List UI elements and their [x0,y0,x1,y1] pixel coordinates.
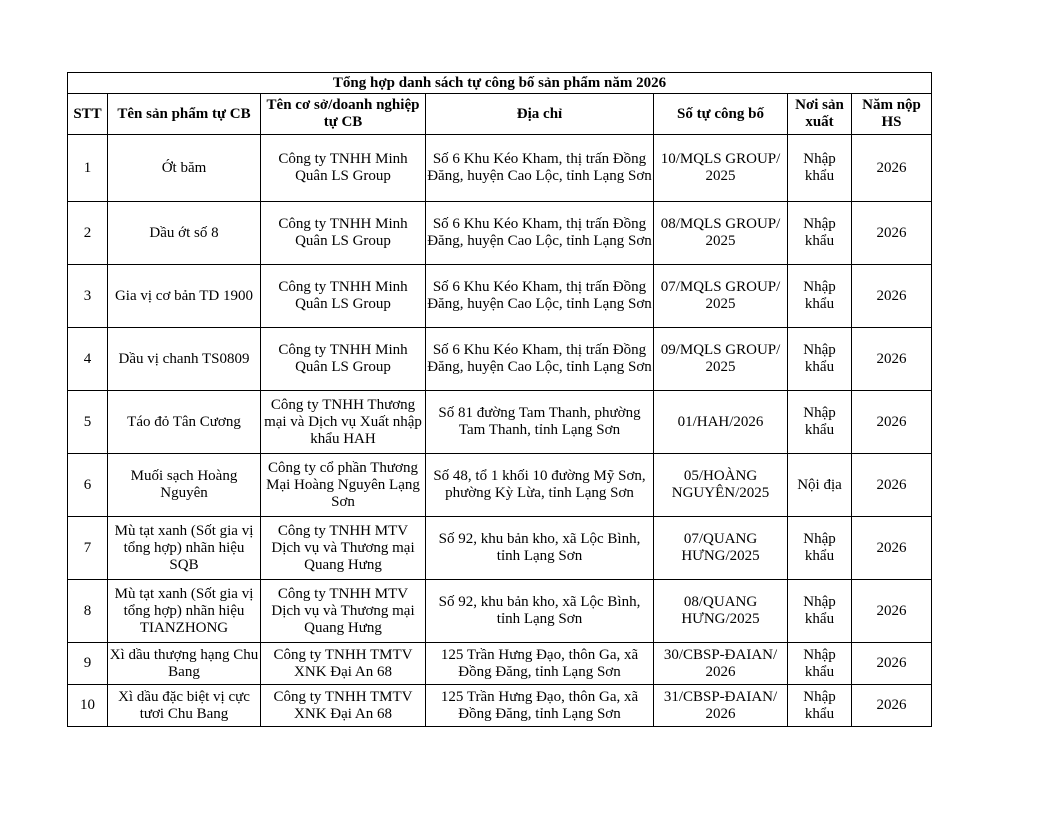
cell-address: Số 92, khu bản kho, xã Lộc Bình, tỉnh Lạng Sơn [426,517,654,580]
cell-product: Mù tạt xanh (Sốt gia vị tổng hợp) nhãn hiệu TIANZHONG [108,580,261,643]
cell-address: Số 6 Khu Kéo Kham, thị trấn Đồng Đăng, huyện Cao Lộc, tỉnh Lạng Sơn [426,328,654,391]
cell-origin: Nhập khẩu [788,643,852,685]
cell-year: 2026 [852,580,932,643]
header-product: Tên sản phẩm tự CB [108,94,261,135]
cell-product: Gia vị cơ bản TD 1900 [108,265,261,328]
cell-origin: Nội địa [788,454,852,517]
table-row [68,685,932,727]
table-title: Tổng hợp danh sách tự công bố sản phẩm năm 2026 [68,73,932,94]
cell-company: Công ty TNHH MTV Dịch vụ và Thương mại Quang Hưng [261,580,426,643]
cell-product: Dầu ớt số 8 [108,202,261,265]
cell-company: Công ty TNHH Minh Quân LS Group [261,328,426,391]
table-row [68,454,932,517]
cell-address: 125 Trần Hưng Đạo, thôn Ga, xã Đồng Đăng, tỉnh Lạng Sơn [426,643,654,685]
cell-company: Công ty TNHH Minh Quân LS Group [261,202,426,265]
cell-number: 30/CBSP-ĐAIAN/ 2026 [654,643,788,685]
cell-origin: Nhập khẩu [788,328,852,391]
cell-product: Táo đỏ Tân Cương [108,391,261,454]
cell-stt: 9 [68,643,108,685]
cell-company: Công ty cổ phần Thương Mại Hoàng Nguyên Lạng Sơn [261,454,426,517]
cell-stt: 2 [68,202,108,265]
cell-year: 2026 [852,643,932,685]
table-row [68,135,932,202]
cell-stt: 4 [68,328,108,391]
cell-year: 2026 [852,685,932,727]
cell-company: Công ty TNHH Minh Quân LS Group [261,265,426,328]
cell-stt: 5 [68,391,108,454]
product-declaration-table [67,72,932,727]
cell-product: Ớt băm [108,135,261,202]
header-origin: Nơi sản xuất [788,94,852,135]
cell-origin: Nhập khẩu [788,135,852,202]
cell-company: Công ty TNHH MTV Dịch vụ và Thương mại Quang Hưng [261,517,426,580]
cell-stt: 3 [68,265,108,328]
header-year: Năm nộp HS [852,94,932,135]
cell-origin: Nhập khẩu [788,580,852,643]
cell-year: 2026 [852,202,932,265]
cell-year: 2026 [852,517,932,580]
cell-year: 2026 [852,265,932,328]
table-row [68,265,932,328]
table-row [68,202,932,265]
cell-address: Số 6 Khu Kéo Kham, thị trấn Đồng Đăng, huyện Cao Lộc, tỉnh Lạng Sơn [426,265,654,328]
cell-number: 08/MQLS GROUP/ 2025 [654,202,788,265]
cell-year: 2026 [852,135,932,202]
cell-origin: Nhập khẩu [788,391,852,454]
cell-stt: 6 [68,454,108,517]
table-row [68,328,932,391]
cell-address: Số 48, tổ 1 khối 10 đường Mỹ Sơn, phường Kỳ Lừa, tỉnh Lạng Sơn [426,454,654,517]
cell-number: 31/CBSP-ĐAIAN/ 2026 [654,685,788,727]
cell-year: 2026 [852,391,932,454]
cell-address: Số 6 Khu Kéo Kham, thị trấn Đồng Đăng, huyện Cao Lộc, tỉnh Lạng Sơn [426,202,654,265]
cell-product: Muối sạch Hoàng Nguyên [108,454,261,517]
cell-number: 05/HOÀNG NGUYÊN/2025 [654,454,788,517]
cell-origin: Nhập khẩu [788,517,852,580]
cell-stt: 10 [68,685,108,727]
cell-product: Dầu vị chanh TS0809 [108,328,261,391]
table-row [68,643,932,685]
cell-number: 10/MQLS GROUP/ 2025 [654,135,788,202]
cell-company: Công ty TNHH Minh Quân LS Group [261,135,426,202]
cell-address: 125 Trần Hưng Đạo, thôn Ga, xã Đồng Đăng, tỉnh Lạng Sơn [426,685,654,727]
cell-number: 08/QUANG HƯNG/2025 [654,580,788,643]
cell-year: 2026 [852,328,932,391]
cell-stt: 8 [68,580,108,643]
cell-address: Số 92, khu bản kho, xã Lộc Bình, tỉnh Lạng Sơn [426,580,654,643]
cell-number: 07/MQLS GROUP/ 2025 [654,265,788,328]
cell-company: Công ty TNHH TMTV XNK Đại An 68 [261,643,426,685]
header-number: Số tự công bố [654,94,788,135]
cell-year: 2026 [852,454,932,517]
cell-origin: Nhập khẩu [788,265,852,328]
cell-product: Xì dầu đặc biệt vị cực tươi Chu Bang [108,685,261,727]
table-row [68,517,932,580]
cell-number: 01/HAH/2026 [654,391,788,454]
cell-stt: 7 [68,517,108,580]
header-company: Tên cơ sở/doanh nghiệp tự CB [261,94,426,135]
header-address: Địa chỉ [426,94,654,135]
cell-product: Mù tạt xanh (Sốt gia vị tổng hợp) nhãn hiệu SQB [108,517,261,580]
cell-origin: Nhập khẩu [788,685,852,727]
cell-origin: Nhập khẩu [788,202,852,265]
cell-company: Công ty TNHH Thương mại và Dịch vụ Xuất nhập khẩu HAH [261,391,426,454]
table-row [68,391,932,454]
cell-product: Xì dầu thượng hạng Chu Bang [108,643,261,685]
cell-address: Số 6 Khu Kéo Kham, thị trấn Đồng Đăng, huyện Cao Lộc, tỉnh Lạng Sơn [426,135,654,202]
cell-company: Công ty TNHH TMTV XNK Đại An 68 [261,685,426,727]
header-stt: STT [68,94,108,135]
cell-number: 09/MQLS GROUP/ 2025 [654,328,788,391]
table-row [68,580,932,643]
cell-stt: 1 [68,135,108,202]
cell-number: 07/QUANG HƯNG/2025 [654,517,788,580]
cell-address: Số 81 đường Tam Thanh, phường Tam Thanh, tỉnh Lạng Sơn [426,391,654,454]
